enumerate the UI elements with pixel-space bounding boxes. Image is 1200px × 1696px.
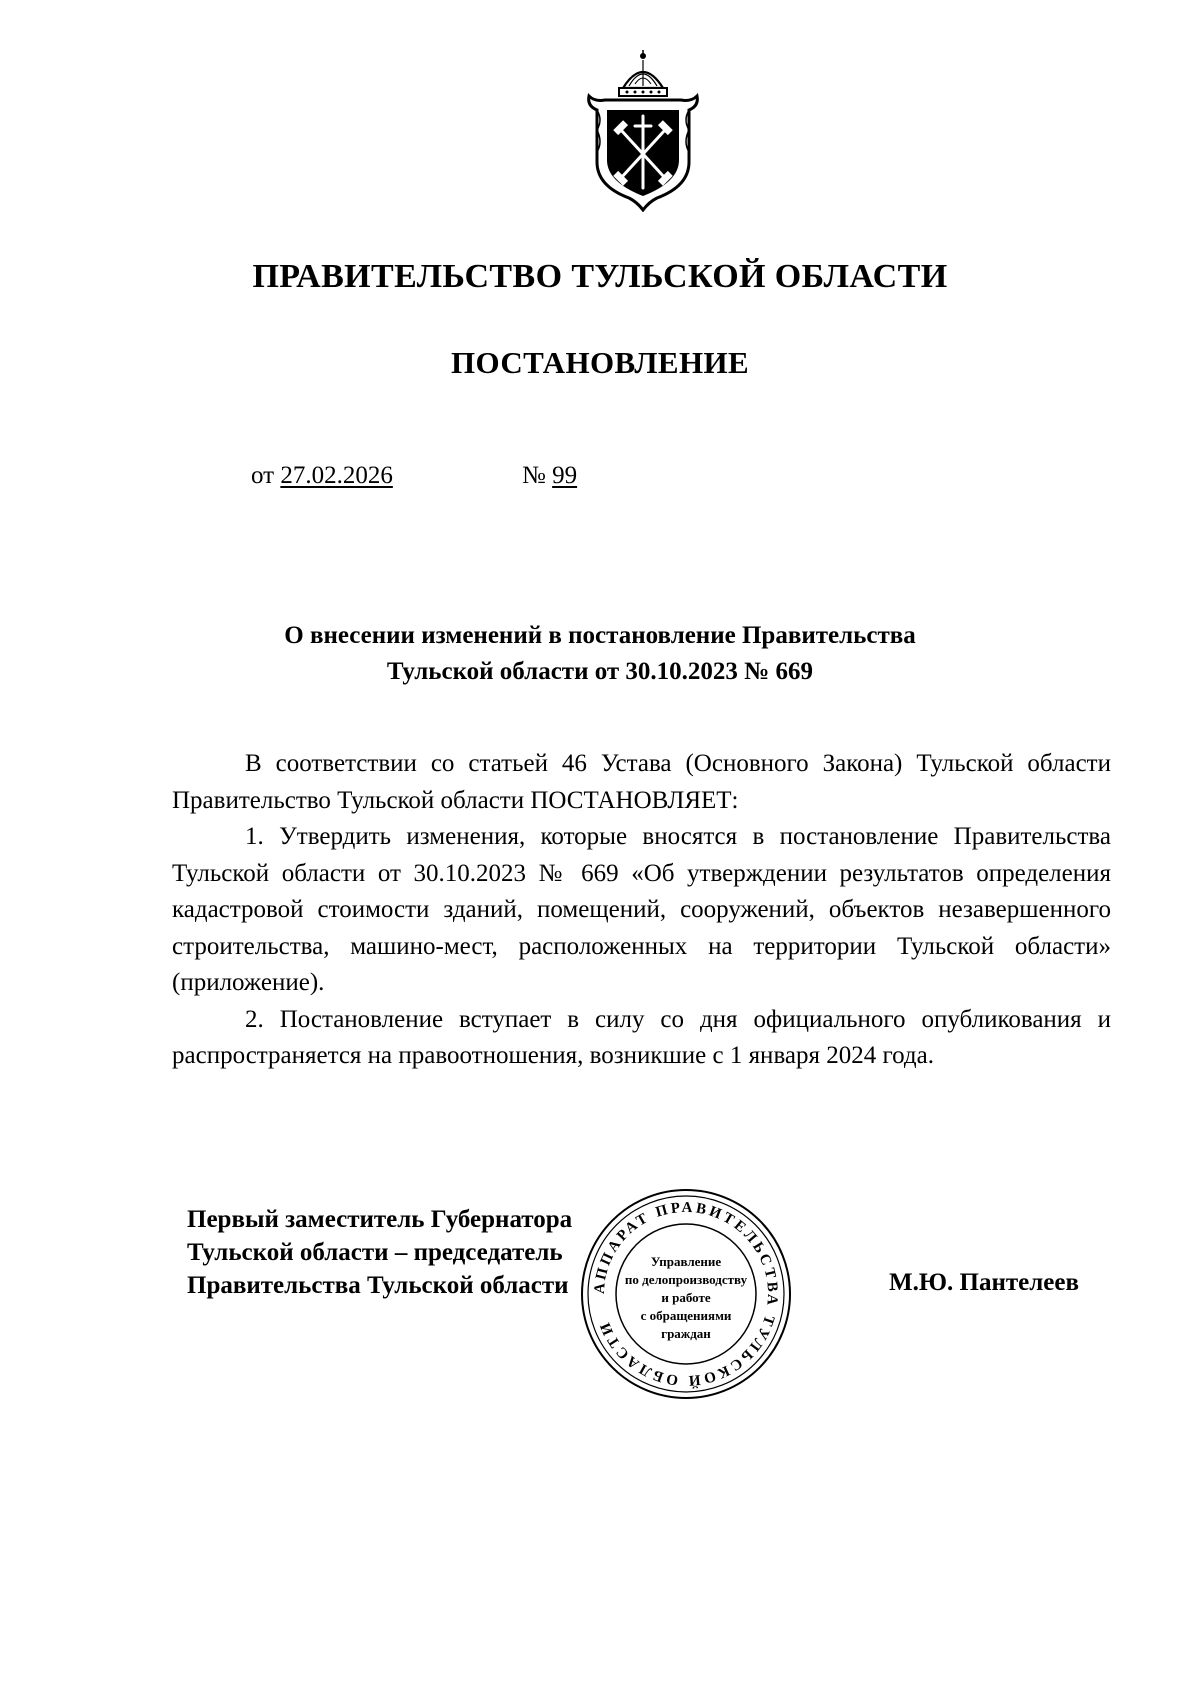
subject-line-2: Тульской области от 30.10.2023 № 669 [386,658,814,685]
document-number [522,462,577,490]
subject-line-1: О внесении изменений в постановление Правительства [284,622,916,649]
position-line-1: Первый заместитель Губернатора [187,1206,573,1233]
seal-center-line-1: Управление [650,1254,722,1269]
signatory-name: М.Ю. Пантелеев [889,1269,1079,1296]
government-title: ПРАВИТЕЛЬСТВО ТУЛЬСКОЙ ОБЛАСТИ [252,258,948,295]
position-line-2: Тульской области – председатель [187,1239,563,1266]
body-item-1: 1. Утвердить изменения, которые вносятся в постановление Правительства Тульской области от 30.10.2023 № 669 «Об утверждении результатов определения кадастровой стоимости зданий, помещений, сооружений, объектов незавершенного строительства, машино-мест, расположенных на территории Тульской области» (приложение). [172,823,1111,996]
signatory-position [187,1203,572,1302]
position-line-3: Правительства Тульской области [187,1272,569,1299]
official-seal [578,1186,794,1402]
date-prefix: от [251,462,275,489]
tula-coat-of-arms-icon [583,50,703,212]
crown-icon [619,50,667,96]
date-value: 27.02.2026 [280,462,393,489]
document-subject [170,618,1030,690]
document-body [172,746,1111,1075]
number-value: 99 [552,462,578,489]
seal-center-line-2: по делопроизводству [624,1272,748,1287]
seal-center-line-5: граждан [661,1326,711,1341]
body-preamble: В соответствии со статьей 46 Устава (Основного Закона) Тульской области Правительство Тульской области ПОСТАНОВЛЯЕТ: [172,750,1111,814]
document-date [251,462,393,490]
seal-center-line-4: с обращениями [640,1308,732,1323]
document-type: ПОСТАНОВЛЕНИЕ [450,345,750,380]
body-item-2: 2. Постановление вступает в силу со дня официального опубликования и распространяется на правоотношения, возникшие с 1 января 2024 года. [172,1005,1111,1069]
seal-center-line-3: и работе [661,1290,711,1305]
seal-ring-text: АППАРАТ ПРАВИТЕЛЬСТВА ТУЛЬСКОЙ ОБЛАСТИ [591,1199,781,1389]
number-prefix: № [522,462,546,489]
